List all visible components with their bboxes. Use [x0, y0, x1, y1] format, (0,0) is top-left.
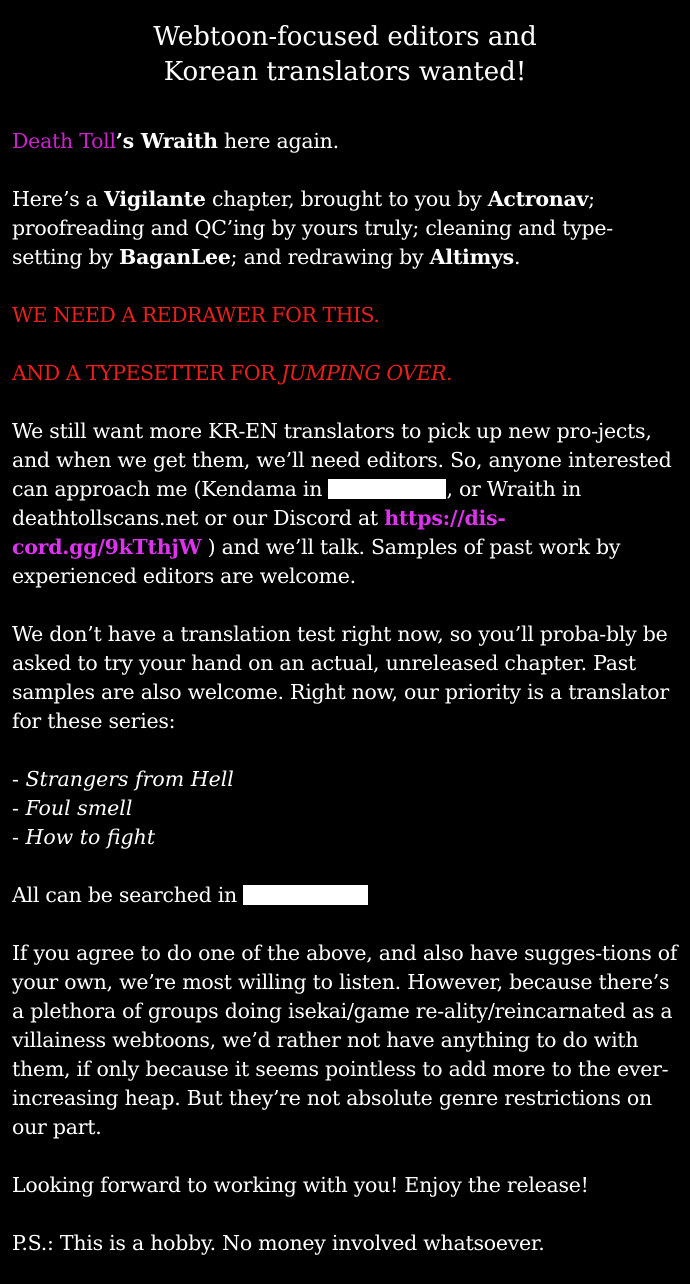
series-title: Foul smell	[25, 796, 133, 820]
redacted-block	[243, 885, 368, 905]
cleaner-name: BaganLee	[119, 245, 231, 269]
credits-paragraph	[12, 185, 678, 272]
list-dash: -	[12, 796, 26, 820]
page-title	[12, 20, 678, 90]
notice-typesetter	[12, 359, 678, 388]
search-text: All can be searched in	[12, 883, 244, 907]
title-line-2: Korean translators wanted!	[163, 57, 527, 87]
series-list-item	[12, 765, 678, 794]
series-list-item	[12, 823, 678, 852]
list-dash: -	[12, 767, 26, 791]
intro-possessive: ’s	[115, 129, 141, 153]
translator-name: Actronav	[487, 187, 589, 211]
notice-typesetter-suffix: .	[445, 361, 453, 385]
redacted-block	[328, 479, 446, 499]
credits-text-5: .	[513, 245, 521, 269]
discord-link[interactable]: https://dis-cord.gg/9kTthjW	[12, 506, 506, 559]
intro-rest: here again.	[217, 129, 339, 153]
series-title: Strangers from Hell	[25, 767, 234, 791]
closing-paragraph: Looking forward to working with you! Enjoy the release!	[12, 1173, 589, 1197]
search-paragraph	[12, 881, 678, 910]
list-dash: -	[12, 825, 26, 849]
notice-typesetter-series: JUMPING OVER	[281, 361, 446, 385]
credits-text-1: Here’s a	[12, 187, 104, 211]
recruit-text-2: , or Wraith in deathtollscans.net or our Discord at	[12, 477, 582, 530]
recruit-text-3: ) and we’ll talk. Samples of past work by experienced editors are welcome.	[12, 535, 621, 588]
series-title: How to fight	[25, 825, 156, 849]
series-name: Vigilante	[103, 187, 206, 211]
recruit-text-1: We still want more KR-EN translators to pick up new pro-jects, and when we get them, we’ll need editors. So, anyone interested can approach me (Kendama in	[12, 419, 672, 501]
recruit-paragraph	[12, 417, 678, 591]
suggestions-paragraph: If you agree to do one of the above, and also have sugges-tions of your own, we’re most willing to listen. However, because there’s a plethora of groups doing isekai/game re-ality/reincarnated as a villainess webtoons, we’d rather not have anything to do with them, if only because it seems pointless to add more to the ever-increasing heap. But they’re not absolute genre restrictions on our part.	[12, 941, 678, 1139]
series-list	[12, 765, 678, 852]
test-paragraph: We don’t have a translation test right now, so you’ll proba-bly be asked to try your hand on an actual, unreleased chapter. Past samples are also welcome. Right now, our priority is a translator for these series:	[12, 622, 669, 733]
group-name: Death Toll	[12, 129, 116, 153]
credits-text-4: ; and redrawing by	[230, 245, 430, 269]
credits-text-2: chapter, brought to you by	[205, 187, 488, 211]
author-name: Wraith	[140, 129, 218, 153]
title-line-1: Webtoon-focused editors and	[153, 22, 537, 52]
series-list-item	[12, 794, 678, 823]
notice-typesetter-prefix: AND A TYPESETTER FOR	[12, 361, 282, 385]
notice-redrawer: WE NEED A REDRAWER FOR THIS.	[12, 303, 380, 327]
credits-text-3: ; proofreading and QC’ing by yours truly; cleaning and type-setting by	[12, 187, 613, 269]
redrawer-name: Altimys	[429, 245, 514, 269]
intro-paragraph	[12, 127, 678, 156]
ps-paragraph: P.S.: This is a hobby. No money involved whatsoever.	[12, 1231, 545, 1255]
